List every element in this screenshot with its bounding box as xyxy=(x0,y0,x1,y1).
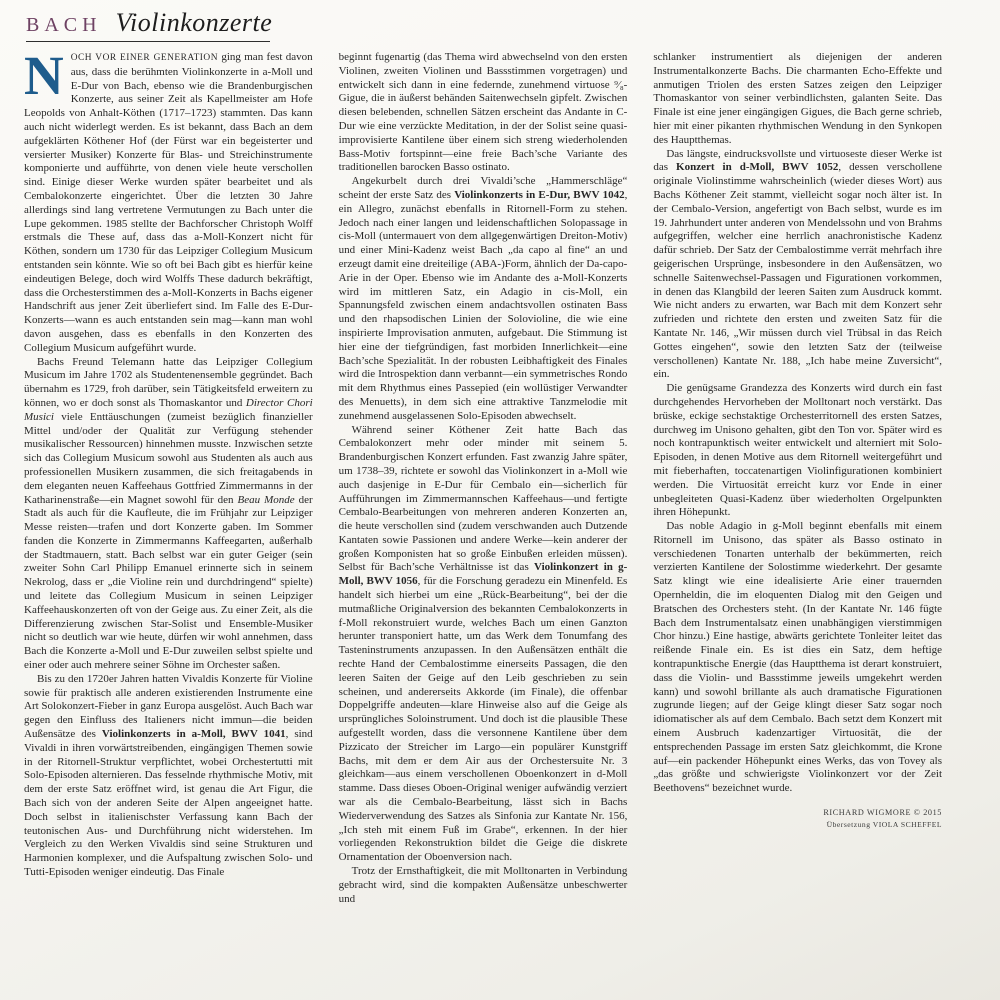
text-run: viele Enttäuschungen (zumeist bezüglich finanzieller Mittel und/oder der Qualität zur Verfügung stehender musikalischer Ressourcen) hinnehmen musste. Inzwischen setzte sich das Collegium Musicum sowohl aus Studenten als auch aus professionellen Musikern zusammen, die sich freitagabends in dem eleganten neuen Kaffeehaus Gottfried Zimmermanns in der Katharinenstraße—ein Magnet sowohl für den xyxy=(24,410,313,506)
text-run: Die genügsame Grandezza des Konzerts wird durch ein fast durchgehendes Hervorheben der Molltonart noch verstärkt. Das brüske, eckige sechstaktige Orchesterritornell des ersten Satzes, durchweg im Unisono gehalten, gibt den Ton vor. Später wird es noch kontrapunktisch weiter entwickelt und alterniert mit Solo-Episoden, in denen Motive aus dem Ritornell weitergeführt und mit fieberhaften, toccatenartigen Violinfigurationen kombiniert werden. Die Virtuosität erreicht kurz vor Ende in einer unbegleiteten Quasi-Kadenz über wiederholten Orgelpunkten ihren Höhepunkt. xyxy=(653,382,943,519)
paragraph xyxy=(653,382,942,520)
header-rule xyxy=(26,41,270,42)
text-run: Bachs Freund Telemann hatte das Leipziger Collegium Musicum im Jahre 1702 als Studentenensemble gegründet. Bach übernahm es 1729, froh darüber, sein Tätigkeitsfeld erweitern zu können, wo er doch sonst als Thomaskantor und xyxy=(24,355,313,409)
text-run: beginnt fugenartig (das Thema wird abwechselnd von den ersten Violinen, zweiten Violinen und Bassstimmen vorgetragen) und entwickelt sich dann in eine federnde, zunehmend virtuose ⁹⁄₈-Gigue, die in äußerst behänden Saitenwechseln gipfelt. Zwischen diesen belebenden, schnellen Sätzen erscheint das Andante in C-Dur wie eine verzückte Meditation, in der der Solist seine quasi-improvisierte Kantilene über einem sich streng wiederholenden Bass-Motiv fortspinnt—eine freie Bach’sche Variante des traditionellen barocken Basso ostinato. xyxy=(338,51,628,174)
column-2-paragraphs xyxy=(339,51,628,906)
paragraph xyxy=(339,175,628,423)
text-run: ging man fest davon aus, dass die berühmten Violinkonzerte in a-Moll und E-Dur von Bach, ebenso wie die Brandenburgischen Konzerte, aus seiner Zeit als Kapellmeister am Hofe Leopolds von Anhalt-Köthen (1717–1723) stammten. Das kann auch nicht widerlegt werden. Es ist bekannt, dass Bach an dem aufgeklärten Köthener Hof (der Fürst war ein begeisterter und versierter Musiker) Konzerte für Blas- und Streichinstrumente komponierte und aufführte, von denen viele heute verschollen sind. Einige dieser Werke wurden später bearbeitet und als Cembalokonzerte eingerichtet. Über die letzten 30 Jahre allerdings sind lang vertretene Vermutungen zu Bach unter die Lupe gekommen. 1985 stellte der Bachforscher Christoph Wolff erstmals die These auf, dass das a-Moll-Konzert nicht für Köthen, sondern um 1730 für das Leipziger Collegium Musicum entstanden sein könnte. Wie so oft bei Bach gibt es hierfür keine eindeutigen Belege, doch wird Wolffs These dadurch bekräftigt, dass die Orchesterstimmen des a-Moll-Konzerts in Bachs eigener Handschrift aus jener Zeit überliefert sind. Im Falle des E-Dur-Konzerts—wann es auch entstanden sein mag—kann man wohl davon ausgehen, dass es ebenfalls in den Konzerten des Collegium Musicum aufgeführt wurde. xyxy=(24,51,313,354)
text-run: Violinkonzerts in E-Dur, BWV 1042 xyxy=(454,188,625,201)
text-run: schlanker instrumentiert als diejenigen der anderen Instrumentalkonzerte Bachs. Die charmanten Echo-Effekte und anmutigen Triolen des ersten Satzes zeigen den Leipziger Thomaskantor von seiner verbindlichsten, galanten Seite. Das Finale ist eine jener eingängigen Gigues, die Bach gerne schrieb, hier mit einer pikanten rhythmischen Wendung in den Synkopen des Hauptthemas. xyxy=(653,51,943,146)
composer-name: BACH xyxy=(26,14,102,36)
text-run: Angekurbelt durch drei Vivaldi’sche „Hammerschläge“ scheint der erste Satz des xyxy=(338,175,628,201)
text-column-2 xyxy=(339,51,628,906)
text-run: , sind Vivaldi in ihren vorwärtstreibenden, eingängigen Themen sowie in der Ritornell-Struktur verpflichtet, wobei Orchestertutti mit Solo-Episoden alternieren. Das fesselnde rhythmische Motiv, mit dem der erste Satz eröffnet wird, ist genau die Art Figur, die Bach sich von der anderen Seite der Alpen angeeignet hatte. Doch selbst in italienischster Verfassung kann Bach der teutonischen Aus- und Durchführung nicht widerstehen. Im Vergleich zu den Werken Vivaldis sind seine Strukturen und Harmonien komplexer, und die Aufspaltung zwischen Solo- und Tutti-Episoden weniger eindeutig. Das Finale xyxy=(24,728,313,879)
paragraph xyxy=(339,424,628,866)
paragraph xyxy=(653,148,942,383)
drop-cap: N xyxy=(24,45,64,106)
credit-author: RICHARD WIGMORE © 2015 xyxy=(823,808,943,818)
text-columns xyxy=(24,45,943,906)
text-run: Violinkonzert in g-Moll, BWV 1056 xyxy=(338,561,628,588)
column-3-paragraphs xyxy=(653,51,942,796)
paragraph xyxy=(653,520,942,796)
text-run: Bis zu den 1720er Jahren hatten Vivaldis Konzerte für Violine sowie für praktisch alle anderen existierenden Instrumente eine Art Solokonzert-Fieber in ganz Europa ausgelöst. Auch Bach war gegen den Einfluss des Italieners nicht immun—die beiden Außensätze des xyxy=(24,672,313,741)
credit-translation: Übersetzung VIOLA SCHEFFEL xyxy=(826,820,943,830)
text-run: , ein Allegro, zunächst ebenfalls in Ritornell-Form zu stehen. Jedoch nach einer langen und leidenschaftlichen Solopassage in cis-Moll (untermauert von dem allgegenwärtigen Dreiton-Motiv) und einer Mini-Kadenz weist Bach „da capo al fine“ an und erzeugt damit eine dreiteilige (ABA-)Form, ähnlich der Da-capo-Arie in der Oper. Ebenso wie im Andante des a-Moll-Konzerts wird im mittleren Satz, ein Adagio in cis-Moll, ein Spannungsfeld zwischen einem andachtsvollen ostinaten Bass und den rhapsodischen Linien der Solovioline, die wie eine inspirierte Improvisation anmuten, aufgebaut. Die Stimmung ist hier eine der tiefgründigen, fast morbiden Innerlichkeit—eine Bach’sche Spezialität. In der robusten Leibhaftigkeit des Finales wird die Introspektion dann verbannt—ein symmetrisches Rondo mit dem Rhythmus eines Passepied (ein wollüstiger Verwandter des Menuetts), in dem sich eine attraktive Tanzmelodie mit zunehmend ausgelassenen Solo-Episoden abwechselt. xyxy=(338,188,628,422)
paragraph xyxy=(339,51,628,175)
paragraph xyxy=(653,51,942,148)
text-run: Violinkonzerts in a-Moll, BWV 1041 xyxy=(101,728,286,741)
text-run: Das längste, eindrucksvollste und virtuoseste dieser Werke ist das xyxy=(653,147,943,174)
text-run: Trotz der Ernsthaftigkeit, die mit Molltonarten in Verbindung gebracht wird, sind die kompakten Außensätze unbeschwerter und xyxy=(338,865,628,905)
text-run: Während seiner Köthener Zeit hatte Bach das Cembalokonzert mehr oder minder mit seinem 5. Brandenburgischen Konzert erfunden. Fast zwanzig Jahre später, um 1738–39, richtete er sowohl das Violinkonzert in a-Moll wie auch dasjenige in E-Dur für Cembalo ein—sicherlich für Aufführungen im Zimmermannschen Kaffeehaus—und fertigte Cembalo-Bearbeitungen von mehreren anderen Konzerten an, die heute verschollen sind (zudem verschwanden auch Dutzende Kantaten sowie Passionen und andere Werke—kein anderer der großen Komponisten hat so große Einbußen erleiden müssen). Selbst für Bach’sche Verhältnisse ist das xyxy=(338,423,628,574)
text-run: Das noble Adagio in g-Moll beginnt ebenfalls mit einem Ritornell im Unisono, das später als Basso ostinato in verschiedenen Tonarten unterhalb der bekümmerten, reich verzierten Kantilene der Solostimme wiederkehrt. Der gesamte Satz klingt wie eine idealisierte Arie einer trauernden Opernheldin, die im eloquenten Dialog mit den Geigen und Bratschen des Orchesters steht. (In der Kantate Nr. 146 fügte Bach dem Instrumentalsatz einen unabhängigen vierstimmigen Chor hinzu.) Eine hastige, abwärts gerichtete Tonleiter leitet das reißende Finale ein. Es ist dies ein Satz, dem heftige kontrapunktische Energie (das Hauptthema ist derart konstruiert, dass die Violin- und Bassstimme jeweils umgekehrt werden kann) und sowohl brillante als auch dramatische Figurationen zugrunde liegen; auf der Geige klingt dieser Satz sogar noch idiomatischer als auf dem Cembalo. Bach setzt dem Konzert mit einem Ausbruch kadenzartiger Virtuosität, die der entsprechenden Passage im ersten Satz gleichkommt, die Krone auf—ein packender Höhepunkt eines Werks, das von Tovey als „das größte und schwierigste Violinkonzert vor der Zeit Beethovens“ bezeichnet wurde. xyxy=(653,520,943,795)
text-run: der Stadt als auch für die Kaufleute, die im Frühjahr zur Leipziger Messe reisten—trafen und dort Konzerte gaben. Im Sommer fanden die Konzerte in Zimmermanns Kaffeegarten, außerhalb der Stadtmauern, statt. Bach selbst war ein guter Geiger (sein zweiter Sohn Carl Philipp Emanuel erinnerte sich in seinem Nekrolog, dass er „die Violine rein und durchdringend“ spielte) und leitete das Collegium Musicum in seinen Leipziger Kaffeehauskonzerten oft von der Geige aus. Zu einer Zeit, als die Differenzierung zwischen Star-Solist und Ensemble-Musiker nicht so deutlich war wie heute, dürfen wir wohl annehmen, dass Bach die Konzerte a-Moll und E-Dur zuweilen selbst spielte und einer oder auch mehrere seiner Söhne im Orchester saßen. xyxy=(24,493,313,672)
paragraph xyxy=(24,45,313,356)
text-run: Director Chori Musici xyxy=(24,396,313,423)
paragraph xyxy=(24,673,313,880)
paragraph xyxy=(24,356,313,673)
text-run: Beau Monde xyxy=(237,493,295,506)
text-column-1 xyxy=(24,45,313,880)
text-column-3 xyxy=(653,51,942,831)
text-run: Konzert in d-Moll, BWV 1052 xyxy=(676,161,839,174)
page-header xyxy=(24,8,942,38)
page-title: Violinkonzerte xyxy=(115,8,273,37)
text-run: , für die Forschung geradezu ein Minenfeld. Es handelt sich hierbei um eine „Rück-Bearbeitung“, bei der die mutmaßliche Originalversion des bekannten Cembalokonzerts in f-Moll rekonstruiert wurde, welches Bach um einen Ganzton herunter transponiert hatte, um das Werk dem Tonumfang des Tasteninstruments anzupassen. In den Außensätzen enthält die rechte Hand der Cembalostimme einerseits Passagen, die den leeren Saiten der Geige auf den Leib geschrieben zu sein scheinen, und andererseits Akkorde (im Finale), die offenbar Doppelgriffe andeuten—klare Hinweise also auf die Geige als ursprüngliches Soloinstrument. Und doch ist die plausible These aufgestellt worden, dass die versonnene Kantilene über dem Pizzicato der Streicher im Largo—ein populärer Kunstgriff Bachs, mit dem er dem Air aus der Orchestersuite Nr. 3 gleichkam—aus einem verschollenen Oboenkonzert in d-Moll stamme. Dass dieses Oboen-Original weniger aufwändig verziert war als die Cembalo-Bearbeitung, lässt sich in Bachs Wiederverwendung des Satzes als Sinfonia zur Kantate Nr. 156, „Ich steh mit einem Fuß im Grabe“, erkennen. In der hier vorliegenden Rekonstruktion bildet die Geige die diskrete Ornamentation der Oboenversion nach. xyxy=(338,575,628,864)
text-run: , dessen verschollene originale Violinstimme wahrscheinlich (wieder dieses Wort) aus Bachs Köthener Zeit stammt, vielleicht sogar noch älter ist. In der Cembalo-Version, angefertigt von Bach selbst, wurde es im 19. Jahrhundert unter anderen von Mendelssohn und von Brahms aufgegriffen, welcher eine herrlich anachronistische Kadenz dafür schrieb. Der Satz der Cembalostimme verrät mehrfach ihre geigerischen Ursprünge, insbesondere in den Außensätzen, wo schnelle Saitenwechsel-Passagen und Figurationen vorkommen, in denen das Klangbild der leeren Saiten zum Ausdruck kommt. Wie nicht anders zu erwarten, war Bach mit dem Konzert sehr zufrieden und richtete den ersten und zweiten Satz für die Kantate Nr. 146, „Wir müssen durch viel Trübsal in das Reich Gottes eingehen“, sowie den letzten Satz der (teilweise verschollenen) Kantate Nr. 188, „Ich habe meine Zuversicht“, ein. xyxy=(653,161,943,381)
column-1-paragraphs xyxy=(24,45,313,880)
paragraph xyxy=(339,865,628,906)
text-run: OCH VOR EINER GENERATION xyxy=(70,53,218,63)
credits xyxy=(653,807,942,831)
